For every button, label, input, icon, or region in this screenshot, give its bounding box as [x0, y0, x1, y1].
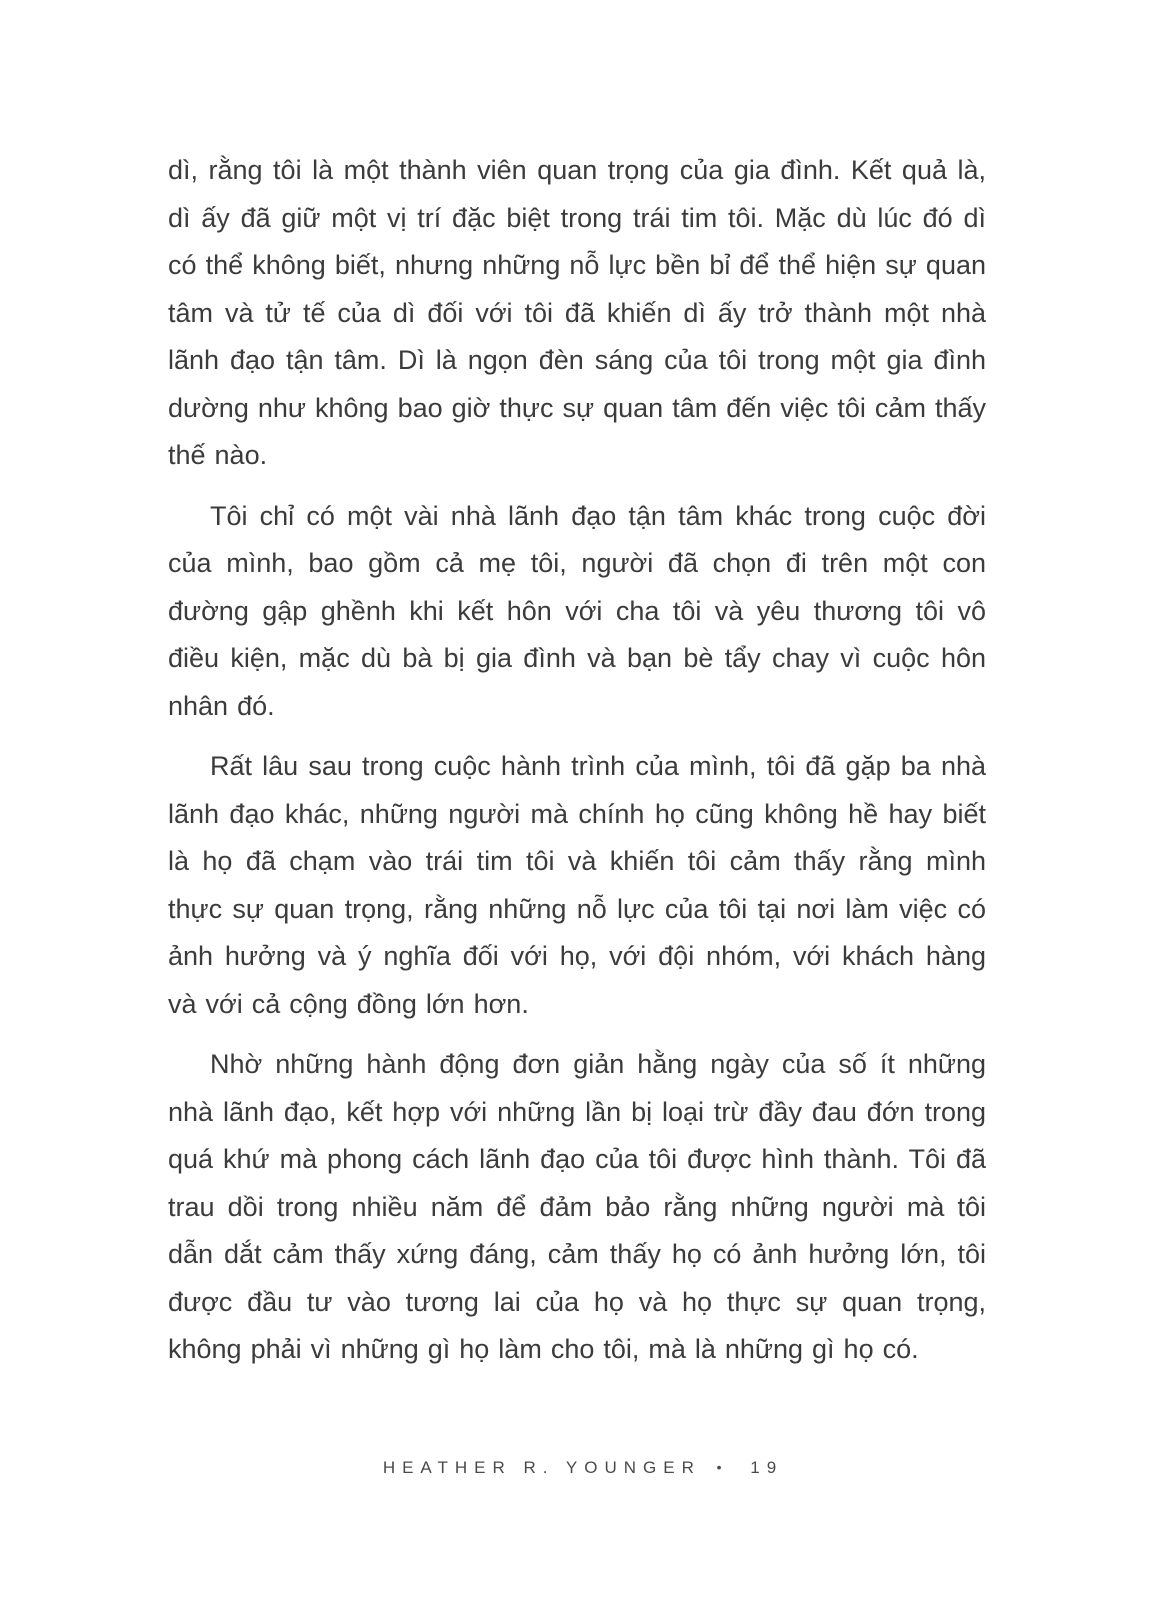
- running-footer: [0, 1458, 1166, 1478]
- paragraph: Nhờ những hành động đơn giản hằng ngày của số ít những nhà lãnh đạo, kết hợp với những lần bị loại trừ đầy đau đớn trong quá khứ mà phong cách lãnh đạo của tôi được hình thành. Tôi đã trau dồi trong nhiều năm để đảm bảo rằng những người mà tôi dẫn dắt cảm thấy xứng đáng, cảm thấy họ có ảnh hưởng lớn, tôi được đầu tư vào tương lai của họ và họ thực sự quan trọng, không phải vì những gì họ làm cho tôi, mà là những gì họ có.: [168, 1049, 986, 1364]
- paragraph-continuation: dì, rằng tôi là một thành viên quan trọng của gia đình. Kết quả là, dì ấy đã giữ một vị trí đặc biệt trong trái tim tôi. Mặc dù lúc đó dì có thể không biết, nhưng những nỗ lực bền bỉ để thể hiện sự quan tâm và tử tế của dì đối với tôi đã khiến dì ấy trở thành một nhà lãnh đạo tận tâm. Dì là ngọn đèn sáng của tôi trong một gia đình dường như không bao giờ thực sự quan tâm đến việc tôi cảm thấy thế nào.: [168, 155, 986, 470]
- body-text-block: [168, 147, 986, 1387]
- page-number: 19: [750, 1458, 784, 1477]
- bullet-separator-icon: •: [716, 1459, 729, 1475]
- paragraph: Rất lâu sau trong cuộc hành trình của mình, tôi đã gặp ba nhà lãnh đạo khác, những người mà chính họ cũng không hề hay biết là họ đã chạm vào trái tim tôi và khiến tôi cảm thấy rằng mình thực sự quan trọng, rằng những nỗ lực của tôi tại nơi làm việc có ảnh hưởng và ý nghĩa đối với họ, với đội nhóm, với khách hàng và với cả cộng đồng lớn hơn.: [168, 751, 986, 1019]
- paragraph: Tôi chỉ có một vài nhà lãnh đạo tận tâm khác trong cuộc đời của mình, bao gồm cả mẹ tôi, người đã chọn đi trên một con đường gập ghềnh khi kết hôn với cha tôi và yêu thương tôi vô điều kiện, mặc dù bà bị gia đình và bạn bè tẩy chay vì cuộc hôn nhân đó.: [168, 500, 986, 721]
- footer-author-name: HEATHER R. YOUNGER: [382, 1458, 701, 1477]
